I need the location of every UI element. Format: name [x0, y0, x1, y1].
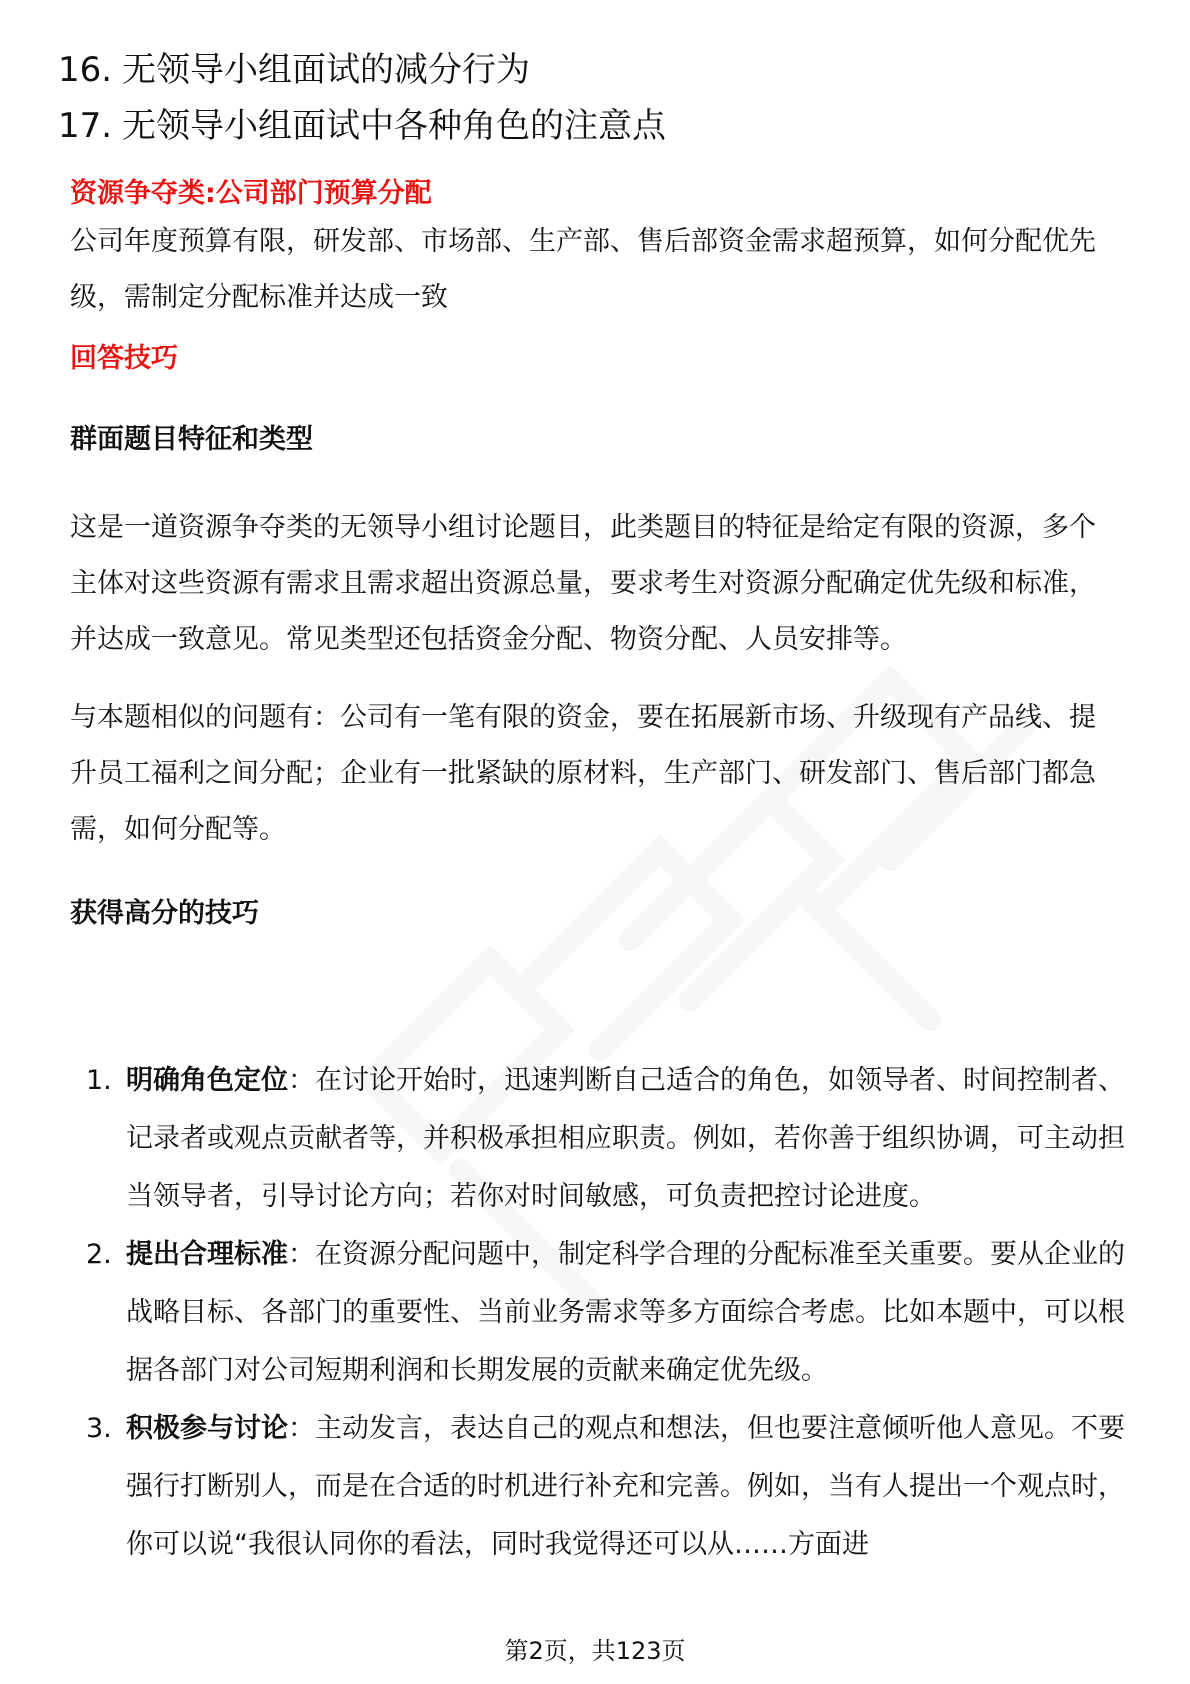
- toc-item-number: 17.: [58, 106, 113, 146]
- list-item-number: 2.: [86, 1239, 112, 1270]
- toc-item-number: 16.: [58, 50, 113, 90]
- page-footer: 第2页，共123页: [504, 1637, 686, 1665]
- section-paragraph: 与本题相似的问题有：公司有一笔有限的资金，要在拓展新市场、升级现有产品线、提升员工福利之间分配；企业有一批紧缺的原材料，生产部门、研发部门、售后部门都急需，如何分配等。: [70, 702, 1096, 845]
- toc-item-text: 无领导小组面试的减分行为: [122, 50, 530, 90]
- list-item-title: 提出合理标准: [126, 1239, 288, 1270]
- section-heading-features: 群面题目特征和类型: [70, 424, 313, 455]
- case-title: 资源争夺类:公司部门预算分配: [70, 178, 432, 209]
- list-item-number: 1.: [86, 1065, 112, 1096]
- list-item-number: 3.: [86, 1413, 112, 1444]
- toc-item: [58, 50, 530, 90]
- list-item: [70, 1226, 1130, 1400]
- tips-list: [70, 1052, 1130, 1574]
- list-item: [70, 1400, 1130, 1574]
- toc-item: [58, 106, 666, 146]
- list-item-text: ：在讨论开始时，迅速判断自己适合的角色，如领导者、时间控制者、记录者或观点贡献者等，并积极承担相应职责。例如，若你善于组织协调，可主动担当领导者，引导讨论方向；若你对时间敏感，可负责把控讨论进度。: [126, 1065, 1125, 1212]
- section-paragraph: 这是一道资源争夺类的无领导小组讨论题目，此类题目的特征是给定有限的资源，多个主体对这些资源有需求且需求超出资源总量，要求考生对资源分配确定优先级和标准，并达成一致意见。常见类型还包括资金分配、物资分配、人员安排等。: [70, 512, 1096, 655]
- case-text: 公司年度预算有限，研发部、市场部、生产部、售后部资金需求超预算，如何分配优先级，需制定分配标准并达成一致: [70, 226, 1096, 313]
- list-item-text: ：在资源分配问题中，制定科学合理的分配标准至关重要。要从企业的战略目标、各部门的重要性、当前业务需求等多方面综合考虑。比如本题中，可以根据各部门对公司短期利润和长期发展的贡献来确定优先级。: [126, 1239, 1125, 1386]
- section-heading-tips: 获得高分的技巧: [70, 898, 259, 929]
- list-item-text: ：主动发言，表达自己的观点和想法，但也要注意倾听他人意见。不要强行打断别人，而是在合适的时机进行补充和完善。例如，当有人提出一个观点时，你可以说“我很认同你的看法，同时我觉得还可以从……方面进: [126, 1413, 1125, 1560]
- list-item: [70, 1052, 1130, 1226]
- list-item-title: 明确角色定位: [126, 1065, 288, 1096]
- list-item-title: 积极参与讨论: [126, 1413, 288, 1444]
- answer-heading: 回答技巧: [70, 343, 178, 374]
- toc-item-text: 无领导小组面试中各种角色的注意点: [122, 106, 666, 146]
